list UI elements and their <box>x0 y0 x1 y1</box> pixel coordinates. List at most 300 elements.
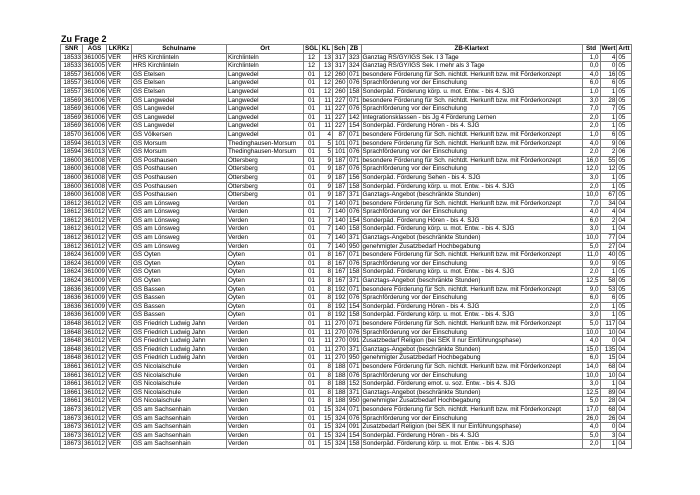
table-cell: 3,0 <box>582 173 600 182</box>
table-cell: Verden <box>227 337 304 346</box>
table-cell: 18612 <box>61 208 83 217</box>
table-cell: HRS Kirchlinteln <box>132 53 227 62</box>
table-cell: 361012 <box>84 380 106 388</box>
table-cell: 950 <box>349 397 360 405</box>
table-cell: besondere Förderung für Sch. nichtdt. Herkunft bzw. mit Förderkonzept <box>361 130 582 139</box>
table-cell: 18648 <box>61 320 83 329</box>
table-cell: 05 <box>617 105 631 114</box>
table-cell: 361012 <box>84 328 106 336</box>
table-cell: VER <box>107 53 132 62</box>
table-cell: 04 <box>617 362 631 371</box>
table-cell: GS Etelsen <box>132 87 227 96</box>
table-cell: 2 <box>600 216 617 225</box>
table-cell: 324 <box>332 440 347 449</box>
table-cell: 8 <box>319 302 332 311</box>
table-cell: 05 <box>617 251 631 260</box>
table-cell: 2,0 <box>582 122 600 131</box>
table-row <box>61 70 632 79</box>
table-cell: Sonderpäd. Förderung Hören - bis 4. SJG <box>361 302 582 311</box>
table-cell: VER <box>107 362 132 371</box>
table-cell: 18557 <box>61 87 83 96</box>
table-cell: 01 <box>304 294 320 303</box>
table-cell: VER <box>107 431 132 440</box>
table-cell: Langwedel <box>227 87 304 96</box>
table-cell: 11 <box>319 337 332 346</box>
table-cell: 04 <box>617 397 631 406</box>
table-cell: VER <box>107 414 132 423</box>
table-cell: GS Posthausen <box>132 191 227 200</box>
table-cell: 091 <box>349 423 360 431</box>
table-cell: 071 <box>349 285 360 293</box>
table-cell: VER <box>107 96 132 105</box>
table-cell: 18569 <box>61 96 83 105</box>
table-cell: Thedinghausen-Morsum <box>227 148 304 157</box>
table-cell: 071 <box>349 156 360 164</box>
table-cell: 01 <box>304 414 320 423</box>
table-cell: 04 <box>617 431 631 440</box>
table-cell: 2,0 <box>582 182 600 191</box>
table-cell: Thedinghausen-Morsum <box>227 139 304 148</box>
table-cell: 13 <box>319 62 332 71</box>
table-cell: VER <box>107 173 132 182</box>
table-cell: 9 <box>600 139 617 148</box>
table-cell: 18636 <box>61 302 83 311</box>
table-cell: Sonderpäd. Förderung körp. u. mot. Entw. - bis 4. SJG <box>361 268 582 277</box>
table-cell: 10 <box>600 328 617 337</box>
table-row <box>61 105 632 114</box>
table-cell: Verden <box>227 371 304 380</box>
table-cell: genehmigter Zusatzbedarf Hochbegabung <box>361 397 582 406</box>
table-cell: 8 <box>319 285 332 294</box>
table-cell: 16 <box>600 70 617 79</box>
table-cell: 11 <box>319 105 332 114</box>
table-cell: VER <box>107 87 132 96</box>
table-cell: VER <box>107 122 132 131</box>
table-cell: 1 <box>600 122 617 131</box>
table-cell: VER <box>107 320 132 329</box>
table-cell: VER <box>107 405 132 414</box>
table-cell: 18661 <box>61 397 83 406</box>
table-cell: 13 <box>319 53 332 62</box>
table-cell: GS am Lönsweg <box>132 234 227 243</box>
table-cell: 154 <box>349 302 360 310</box>
table-cell: 2,0 <box>582 440 600 449</box>
table-cell: 140 <box>332 234 347 243</box>
table-cell: 05 <box>617 277 631 286</box>
table-cell: 01 <box>304 397 320 406</box>
column-header: Schulname <box>132 45 227 54</box>
table-cell: GS Bassen <box>132 302 227 311</box>
table-cell: 8 <box>319 277 332 286</box>
table-cell: 01 <box>304 354 320 363</box>
table-cell: 18648 <box>61 328 83 337</box>
table-cell: 7 <box>319 242 332 251</box>
column-header: Sch <box>333 45 346 52</box>
table-row <box>61 173 632 182</box>
table-cell: 28 <box>600 96 617 105</box>
table-cell: 361006 <box>84 70 106 78</box>
table-cell: 18594 <box>61 139 83 148</box>
table-cell: 071 <box>349 130 360 138</box>
table-cell: VER <box>107 345 132 354</box>
table-cell: 270 <box>332 337 347 346</box>
table-cell: GS am Sachsenhain <box>132 431 227 440</box>
table-cell: VER <box>107 302 132 311</box>
table-cell: 158 <box>349 311 360 319</box>
table-cell: 04 <box>617 345 631 354</box>
table-cell: Verden <box>227 242 304 251</box>
table-cell: VER <box>107 234 132 243</box>
table-cell: besondere Förderung für Sch. nichtdt. Herkunft bzw. mit Förderkonzept <box>361 285 582 294</box>
table-cell: GS Bassen <box>132 285 227 294</box>
table-cell: 01 <box>304 362 320 371</box>
table-cell: 11 <box>319 122 332 131</box>
table-cell: 01 <box>304 87 320 96</box>
table-cell: 324 <box>349 62 360 70</box>
table-cell: 7,0 <box>582 105 600 114</box>
table-cell: 11 <box>319 96 332 105</box>
table-cell: 071 <box>349 251 360 259</box>
table-cell: GS am Lönsweg <box>132 216 227 225</box>
table-cell: 12,0 <box>582 165 600 174</box>
table-cell: 18600 <box>61 156 83 165</box>
table-cell: VER <box>107 371 132 380</box>
table-cell: 04 <box>617 440 631 449</box>
table-cell: 260 <box>332 87 347 96</box>
table-cell: 8 <box>319 294 332 303</box>
column-header: SNR <box>61 45 83 54</box>
table-cell: 361009 <box>84 294 106 302</box>
table-cell: Verden <box>227 423 304 432</box>
table-cell: Sprachförderung vor der Einschulung <box>361 294 582 303</box>
table-cell: 18570 <box>61 130 83 139</box>
table-cell: 4 <box>600 208 617 217</box>
table-cell: 04 <box>617 423 631 432</box>
table-cell: Ottersberg <box>227 165 304 174</box>
table-cell: 77 <box>600 234 617 243</box>
table-cell: Sprachförderung vor der Einschulung <box>361 79 582 88</box>
table-cell: 152 <box>349 380 360 388</box>
table-cell: 01 <box>304 259 320 268</box>
table-cell: Sonderpäd. Förderung Hören - bis 4. SJG <box>361 122 582 131</box>
table-cell: 361012 <box>84 199 106 207</box>
table-cell: 58 <box>600 277 617 286</box>
table-row <box>61 302 632 311</box>
table-cell: 1 <box>600 225 617 234</box>
table-cell: 187 <box>332 182 347 191</box>
table-row <box>61 208 632 217</box>
table-cell: 187 <box>332 156 347 165</box>
table-cell: 4,0 <box>582 423 600 432</box>
table-cell: 15 <box>319 414 332 423</box>
table-cell: 071 <box>349 96 360 104</box>
table-cell: genehmigter Zusatzbedarf Hochbegabung <box>361 242 582 251</box>
table-cell: 01 <box>304 79 320 88</box>
table-cell: besondere Förderung für Sch. nichtdt. Herkunft bzw. mit Förderkonzept <box>361 70 582 79</box>
table-cell: 04 <box>617 225 631 234</box>
table-cell: 1 <box>600 311 617 320</box>
table-header <box>61 45 632 54</box>
table-cell: 01 <box>304 431 320 440</box>
table-cell: GS Langwedel <box>132 96 227 105</box>
table-cell: 06 <box>617 139 631 148</box>
table-cell: 3 <box>600 431 617 440</box>
table-cell: GS Nicolaischule <box>132 371 227 380</box>
table-cell: VER <box>107 423 132 432</box>
table-row <box>61 62 632 71</box>
table-cell: 076 <box>349 371 360 379</box>
table-cell: 05 <box>617 311 631 320</box>
table-cell: 2,0 <box>582 113 600 122</box>
table-cell: 076 <box>349 79 360 87</box>
table-cell: 361012 <box>84 337 106 345</box>
table-cell: 01 <box>304 148 320 157</box>
table-cell: 361013 <box>84 139 106 147</box>
table-cell: 361012 <box>84 423 106 431</box>
table-cell: 18648 <box>61 345 83 354</box>
table-cell: Verden <box>227 345 304 354</box>
table-cell: 10,0 <box>582 191 600 200</box>
table-row <box>61 354 632 363</box>
table-cell: 076 <box>349 165 360 173</box>
table-row <box>61 191 632 200</box>
table-cell: 15 <box>319 405 332 414</box>
table-cell: Langwedel <box>227 130 304 139</box>
table-cell: Verden <box>227 208 304 217</box>
table-cell: 04 <box>617 328 631 337</box>
table-cell: 071 <box>349 199 360 207</box>
table-cell: 8 <box>319 388 332 397</box>
table-cell: Langwedel <box>227 96 304 105</box>
table-cell: 9 <box>600 259 617 268</box>
table-cell: 361012 <box>84 216 106 224</box>
table-cell: 361009 <box>84 251 106 259</box>
table-cell: Verden <box>227 328 304 337</box>
table-cell: 01 <box>304 371 320 380</box>
table-cell: 361009 <box>84 311 106 319</box>
table-cell: 04 <box>617 199 631 208</box>
table-cell: Kirchlinteln <box>227 53 304 62</box>
table-cell: GS am Lönsweg <box>132 199 227 208</box>
table-cell: Langwedel <box>227 122 304 131</box>
table-cell: 12 <box>304 62 320 71</box>
table-cell: 6 <box>600 294 617 303</box>
table-cell: Ganztag RS/GY/IGS Sek. I mehr als 3 Tage <box>361 62 582 71</box>
table-cell: Verden <box>227 414 304 423</box>
table-cell: VER <box>107 388 132 397</box>
table-cell: GS Morsum <box>132 139 227 148</box>
table-cell: 05 <box>617 87 631 96</box>
table-row <box>61 242 632 251</box>
table-cell: 5,0 <box>582 397 600 406</box>
table-row <box>61 320 632 329</box>
table-cell: VER <box>107 165 132 174</box>
table-row <box>61 225 632 234</box>
table-cell: 361008 <box>84 156 106 164</box>
table-cell: GS Bassen <box>132 311 227 320</box>
table-row <box>61 285 632 294</box>
table-cell: 101 <box>332 148 347 157</box>
table-cell: 01 <box>304 405 320 414</box>
table-cell: 361012 <box>84 345 106 353</box>
table-cell: 371 <box>349 277 360 285</box>
table-cell: Sprachförderung vor der Einschulung <box>361 208 582 217</box>
table-cell: 361012 <box>84 225 106 233</box>
table-cell: 324 <box>332 414 347 423</box>
column-header: Artt <box>618 45 630 52</box>
table-row <box>61 251 632 260</box>
table-cell: GS am Sachsenhain <box>132 423 227 432</box>
table-cell: 361012 <box>84 234 106 242</box>
table-cell: besondere Förderung für Sch. nichtdt. Herkunft bzw. mit Förderkonzept <box>361 156 582 165</box>
table-cell: Ottersberg <box>227 191 304 200</box>
table-cell: Ganztags-Angebot (beschränkte Stunden) <box>361 345 582 354</box>
column-header: KL <box>319 45 332 54</box>
table-cell: 01 <box>304 191 320 200</box>
table-cell: 05 <box>617 130 631 139</box>
table-cell: VER <box>107 380 132 389</box>
table-cell: GS Etelsen <box>132 79 227 88</box>
table-cell: besondere Förderung für Sch. nichtdt. Herkunft bzw. mit Förderkonzept <box>361 251 582 260</box>
table-cell: 5,0 <box>582 242 600 251</box>
table-cell: GS Nicolaischule <box>132 380 227 389</box>
table-row <box>61 277 632 286</box>
table-row <box>61 388 632 397</box>
table-cell: 8 <box>319 251 332 260</box>
table-cell: 11 <box>319 345 332 354</box>
table-cell: 4 <box>600 53 617 62</box>
table-row <box>61 87 632 96</box>
table-cell: 17,0 <box>582 405 600 414</box>
table-cell: 12,5 <box>582 388 600 397</box>
table-cell: VER <box>107 294 132 303</box>
table-cell: GS am Sachsenhain <box>132 414 227 423</box>
table-cell: 15 <box>319 423 332 432</box>
table-row <box>61 337 632 346</box>
table-cell: Sonderpäd. Förderung Hören - bis 4. SJG <box>361 431 582 440</box>
table-cell: 16,0 <box>582 156 600 165</box>
table-cell: 158 <box>349 182 360 190</box>
table-cell: GS Etelsen <box>132 70 227 79</box>
table-cell: 167 <box>332 251 347 260</box>
table-cell: 188 <box>332 362 347 371</box>
table-cell: 18636 <box>61 311 83 320</box>
table-cell: Sonderpäd. Förderung körp. u. mot. Entw. - bis 4. SJG <box>361 440 582 449</box>
table-cell: 04 <box>617 208 631 217</box>
table-cell: 361012 <box>84 440 106 448</box>
table-cell: 950 <box>349 242 360 250</box>
table-cell: 11,0 <box>582 251 600 260</box>
table-cell: 361012 <box>84 371 106 379</box>
table-cell: 14,0 <box>582 362 600 371</box>
table-cell: 156 <box>349 173 360 181</box>
table-cell: 361012 <box>84 405 106 413</box>
table-cell: 5,0 <box>582 431 600 440</box>
table-cell: 076 <box>349 208 360 216</box>
table-cell: 01 <box>304 277 320 286</box>
table-cell: VER <box>107 354 132 363</box>
table-cell: 04 <box>617 371 631 380</box>
table-cell: Langwedel <box>227 113 304 122</box>
table-cell: GS am Lönsweg <box>132 225 227 234</box>
table-cell: 18624 <box>61 268 83 277</box>
table-cell: 5 <box>319 148 332 157</box>
table-cell: 227 <box>332 96 347 105</box>
table-cell: Verden <box>227 216 304 225</box>
table-cell: 11 <box>319 320 332 329</box>
table-cell: 04 <box>617 216 631 225</box>
column-header: LKRKz <box>107 45 132 54</box>
table-cell: 192 <box>332 311 347 320</box>
table-cell: 1 <box>600 268 617 277</box>
table-cell: 3,0 <box>582 225 600 234</box>
table-cell: 7 <box>319 199 332 208</box>
table-cell: 01 <box>304 440 320 449</box>
table-cell: 0 <box>600 337 617 346</box>
table-cell: 0 <box>600 62 617 71</box>
table-cell: 01 <box>304 380 320 389</box>
table-cell: 1,0 <box>582 130 600 139</box>
table-cell: 10,0 <box>582 234 600 243</box>
table-cell: Oyten <box>227 294 304 303</box>
table-cell: Verden <box>227 234 304 243</box>
table-cell: VER <box>107 277 132 286</box>
table-cell: 227 <box>332 105 347 114</box>
table-cell: VER <box>107 285 132 294</box>
table-cell: VER <box>107 259 132 268</box>
table-cell: 04 <box>617 354 631 363</box>
table-row <box>61 405 632 414</box>
table-cell: Langwedel <box>227 70 304 79</box>
table-cell: 154 <box>349 431 360 439</box>
table-cell: GS Posthausen <box>132 156 227 165</box>
column-header: SGL <box>305 45 318 52</box>
table-cell: 071 <box>349 139 360 147</box>
table-row <box>61 122 632 131</box>
table-cell: 142 <box>349 113 360 121</box>
table-cell: Verden <box>227 320 304 329</box>
table-cell: 18661 <box>61 371 83 380</box>
table-cell: 01 <box>304 285 320 294</box>
table-cell: 10,0 <box>582 328 600 337</box>
column-header: Ort <box>227 45 304 54</box>
table-cell: VER <box>107 148 132 157</box>
table-cell: 361012 <box>84 397 106 405</box>
column-header: AGS <box>83 45 107 54</box>
table-cell: 0 <box>600 423 617 432</box>
table-cell: 05 <box>617 191 631 200</box>
table-cell: VER <box>107 337 132 346</box>
table-cell: 9 <box>319 182 332 191</box>
table-cell: Oyten <box>227 285 304 294</box>
table-cell: 076 <box>349 105 360 113</box>
table-body <box>61 53 632 448</box>
table-cell: 01 <box>304 216 320 225</box>
table-cell: 01 <box>304 130 320 139</box>
table-cell: 15 <box>319 440 332 449</box>
table-cell: Oyten <box>227 302 304 311</box>
table-cell: 4,0 <box>582 139 600 148</box>
table-cell: 01 <box>304 242 320 251</box>
table-cell: 154 <box>349 216 360 224</box>
table-cell: 371 <box>349 191 360 199</box>
table-cell: 371 <box>349 388 360 396</box>
table-cell: 270 <box>332 345 347 354</box>
table-cell: 260 <box>332 70 347 79</box>
table-cell: 071 <box>349 70 360 78</box>
table-cell: 12 <box>319 70 332 79</box>
table-cell: 2 <box>600 148 617 157</box>
